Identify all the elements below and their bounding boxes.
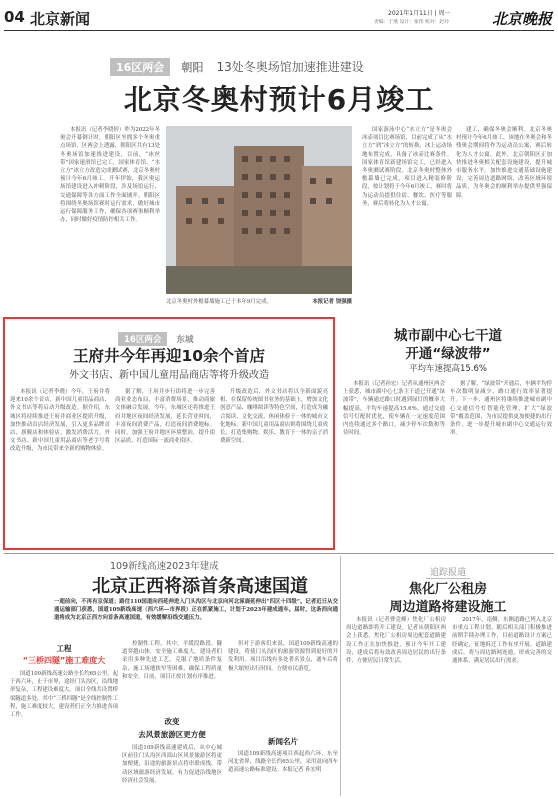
jiaohua-body-col1: 本报讯（记者曹竞峰）焦化厂公租房周边道路即将开工建设。记者从朝阳区两会上获悉，焦化厂公租房周边配套道路建设工作正在加快推进，预计今年开工建设，建成后将有效改善周边居民的出行条件，方便居民日常生活。 bbox=[346, 617, 446, 665]
jiaohua-kicker bbox=[343, 560, 553, 579]
highway-col3: 但对于游客们来说，国道109新线高速的建设，将使门头沟区的旅游资源得到更好的开发利用。项目沿线有多处著名景点，通车后将极大缩短出行时间，方便市民游览。 bbox=[228, 641, 338, 672]
highway-sub3-title: 新闻名片 bbox=[268, 737, 298, 746]
highway-sub3-col: 国道109新线高速项目西起西六环，东至河北省界，线路全长约65公里，采用双向四车道高速公路标准建设。本报记者 孙宏明 bbox=[228, 751, 338, 774]
page-number: 04 bbox=[4, 8, 25, 26]
highway-sub1-title2: “三桥四隧”施工难度大 bbox=[22, 656, 106, 665]
editor-credits: 责编：于燕 设计：张伟 校对：赵玲 bbox=[374, 20, 450, 25]
top-body-col3: 建工，确保冬奥会顺利。北京冬奥村预计今年6月竣工，该地在冬奥会和冬残奥会期间将作为运动员公寓，赛后转化为人才公寓。此外，北京朝阳区正加快推进冬奥相关配套设施建设，提升城市服务水平，加快推进交通基础设施建设，完善周边道路网络，改善区域环境品质，为冬奥会的顺利举办提供坚强保障。 bbox=[456, 127, 552, 199]
city-subhead: 平均车速提高15.6% bbox=[408, 364, 487, 374]
highway-sub1-col2: 控制性工程。其中，平缓段路段、隧道穿越山体，安全施工难度大。建设者们采用多种先进工艺，克服了地质条件复杂、施工场地狭窄等困难，确保工程质量和安全。目前，项目正按计划有序推进。 bbox=[122, 641, 222, 680]
page-header bbox=[0, 0, 558, 36]
building-photo-icon bbox=[166, 126, 352, 294]
photo-caption: 北京冬奥村外檐幕墙施工已于本年9月完成。 bbox=[166, 299, 272, 305]
top-kicker-district: 朝阳 bbox=[181, 61, 204, 74]
photo-credit: 本报记者 饶强摄 bbox=[312, 299, 352, 305]
highway-sub2-subtitle: 去风景旅游区更方便 bbox=[138, 730, 206, 739]
highway-kicker: 109新线高速2023年建成 bbox=[110, 561, 219, 572]
jiaohua-headline-1: 焦化厂公租房 bbox=[408, 582, 487, 597]
wfj-body-col3: 升级改造后，外文书店将以全新面貌亮相，在保留传统图书业务的基础上，增加文化创意产品、咖啡阅读等特色空间，打造成为融合阅读、文化交流、休闲体验于一体的城市文化地标。新中国儿童用品商店则将围绕儿童成长，打造集购物、娱乐、教育于一体的亲子消费新空间。 bbox=[220, 389, 328, 445]
section-name: 北京新闻 bbox=[30, 10, 91, 28]
wfj-subhead: 外文书店、新中国儿童用品商店等将升级改造 bbox=[69, 370, 269, 381]
top-body-col1: 本报讯（记者李晓婷）昨为2022年冬奥会开幕倒计时，朝阳区坐拥多个冬奥重点场馆，区两会上透露，朝阳区共有13处冬奥场馆加速推进建设，目前，“冰丝带”国家速滑馆已完工，国家体育馆、“水立方”冰立方改造完成测试赛，北京冬奥村预计今年6月竣工。开年伊始，我区奥运场馆建设进入冲刺阶段，涉及场馆运行、交通保障等各方面工作全面铺开。朝阳区将围绕冬奥场馆赛时运行需求，做好城市运行保障服务工作，确保各项赛事顺利举办，同时做好疫情防控相关工作。 bbox=[60, 127, 160, 224]
highway-sub1-col1: 国道109新线高速公路全长约65公里，起于西六环，止于市界，途经门头沟区，沿线地形复杂，工程建设难度大。项目全线共设置桥梁隧道多处，其中“三桥四隧”是全线控制性工程，施工难度较大，建设者们正全力推进各项工作。 bbox=[10, 671, 118, 719]
jiaohua-kicker-text: 追踪报道 bbox=[426, 568, 470, 579]
issue-date: 2021年1月11日 | 周一 bbox=[388, 10, 451, 17]
column-divider bbox=[340, 556, 341, 796]
wfj-body-col1: 本报讯（记者李晓）今年，王府井将迎来10余个首店，新中国儿童用品商店、外文书店等将启动升级改造。据介绍，东城区将持续推进王府井商业区提质升级，加快推动首店经济发展，引入更多品牌首店、旗舰店和体验店，激发消费活力。外文书店、新中国儿童用品商店等老字号将改造升级，为市民带来全新的购物体验。 bbox=[10, 389, 110, 453]
highway-sub2-col: 国道109新线高速建成后，从中心城区前往门头沟区西部山区风景旅游区将更加便捷，沿途的旅游景点将串联成线，带动区域旅游经济发展，有力促进沿线地区经济社会发展。 bbox=[122, 745, 222, 784]
city-body-col2: 据了解，“绿波带”开通后，车辆平均停车次数明显减少，路口通行效率显著提升。下一步，通州区将继续推进城市副中心交通信号灯智能化管理，扩大“绿波带”覆盖范围，为市民提供更加便捷的出行条件，进一步提升城市副中心交通运行效率。 bbox=[450, 381, 552, 437]
city-headline-1: 城市副中心七干道 bbox=[394, 328, 502, 344]
top-body-col2: 国家游泳中心“水立方”是冬奥会冰壶项目比赛场馆，目前完成了从“水立方”到“冰立方”的转换，冰上运动场地布置完成，具备了冰壶比赛条件。国家体育馆新建场馆完工，已经进入冬奥测试赛阶段。北京冬奥村整体外檐幕墙已完成，项目进入精装修阶段，按计划将于今年6月竣工，赛时将为运动员提供住宿、餐饮、医疗等服务，赛后将转化为人才公寓。 bbox=[362, 127, 452, 207]
brand-logo: 北京晚报 bbox=[492, 10, 553, 28]
jiaohua-body-col2: 2017年，南侧、东侧道路已列入北京市重点工程计划。随后相关部门积极推进前期手续办理工作，目前道路设计方案已经确定，征地拆迁工作有序开展。道路建成后，将与周边路网连通，形成完善的交通体系，满足居民出行需求。 bbox=[452, 617, 552, 665]
top-kicker-tag: 16区两会 bbox=[110, 58, 170, 76]
top-kicker bbox=[110, 56, 364, 72]
jiaohua-headline-2: 周边道路将建设施工 bbox=[389, 600, 507, 615]
highway-sub2-title: 改变 bbox=[164, 717, 180, 726]
section-divider bbox=[4, 553, 554, 554]
wfj-kicker-district: 东城 bbox=[176, 335, 194, 345]
top-kicker-text: 13处冬奥场馆加速推进建设 bbox=[216, 60, 364, 74]
highway-summary: 一超前向，不再有京保道；路往110国道向西延伸进入门头沟区与北京向河北涿鹿延伸出“四区十四级”。记者近日从交通运输部门获悉，国道109新线高速（西六环—市界段）正在抓紧施工，计划于2023年建成通车。届时，这条西向通道将成为北京正西方向首条高速国道，有效缓解沿线交通压力。 bbox=[54, 599, 338, 622]
header-divider bbox=[4, 30, 554, 31]
highway-headline: 北京正西将添首条高速国道 bbox=[92, 576, 308, 597]
wfj-headline: 王府井今年再迎10余个首店 bbox=[72, 347, 266, 365]
top-headline: 北京冬奥村预计6月竣工 bbox=[123, 83, 435, 116]
wfj-body-col2: 据了解，王府井步行街将进一步完善商业业态布局，丰富消费场景，推动商旅文体融合发展。今年，东城区还将推进王府井地区夜间经济发展，延长营业时间，丰富夜间消费产品，打造夜间消费地标。同时，加强王府井地区环境整治，提升街区品质，打造国际一流商业街区。 bbox=[115, 389, 215, 445]
highway-sub1-title1: 工程 bbox=[56, 644, 72, 653]
wfj-kicker-tag: 16区两会 bbox=[118, 332, 167, 346]
city-body-col1: 本报讯（记者孙宏）记者从通州区两会上获悉，城市副中心七条主干道已开通“绿波带”，车辆通过路口时遇到绿灯的概率大幅提高，平均车速提高15.6%。通过交通信号灯配时优化，使车辆在一定速度范围内连续通过多个路口，减少停车次数和等待时间。 bbox=[343, 381, 445, 437]
city-headline-2: 开通“绿波带” bbox=[405, 346, 491, 362]
top-photo bbox=[166, 126, 352, 294]
